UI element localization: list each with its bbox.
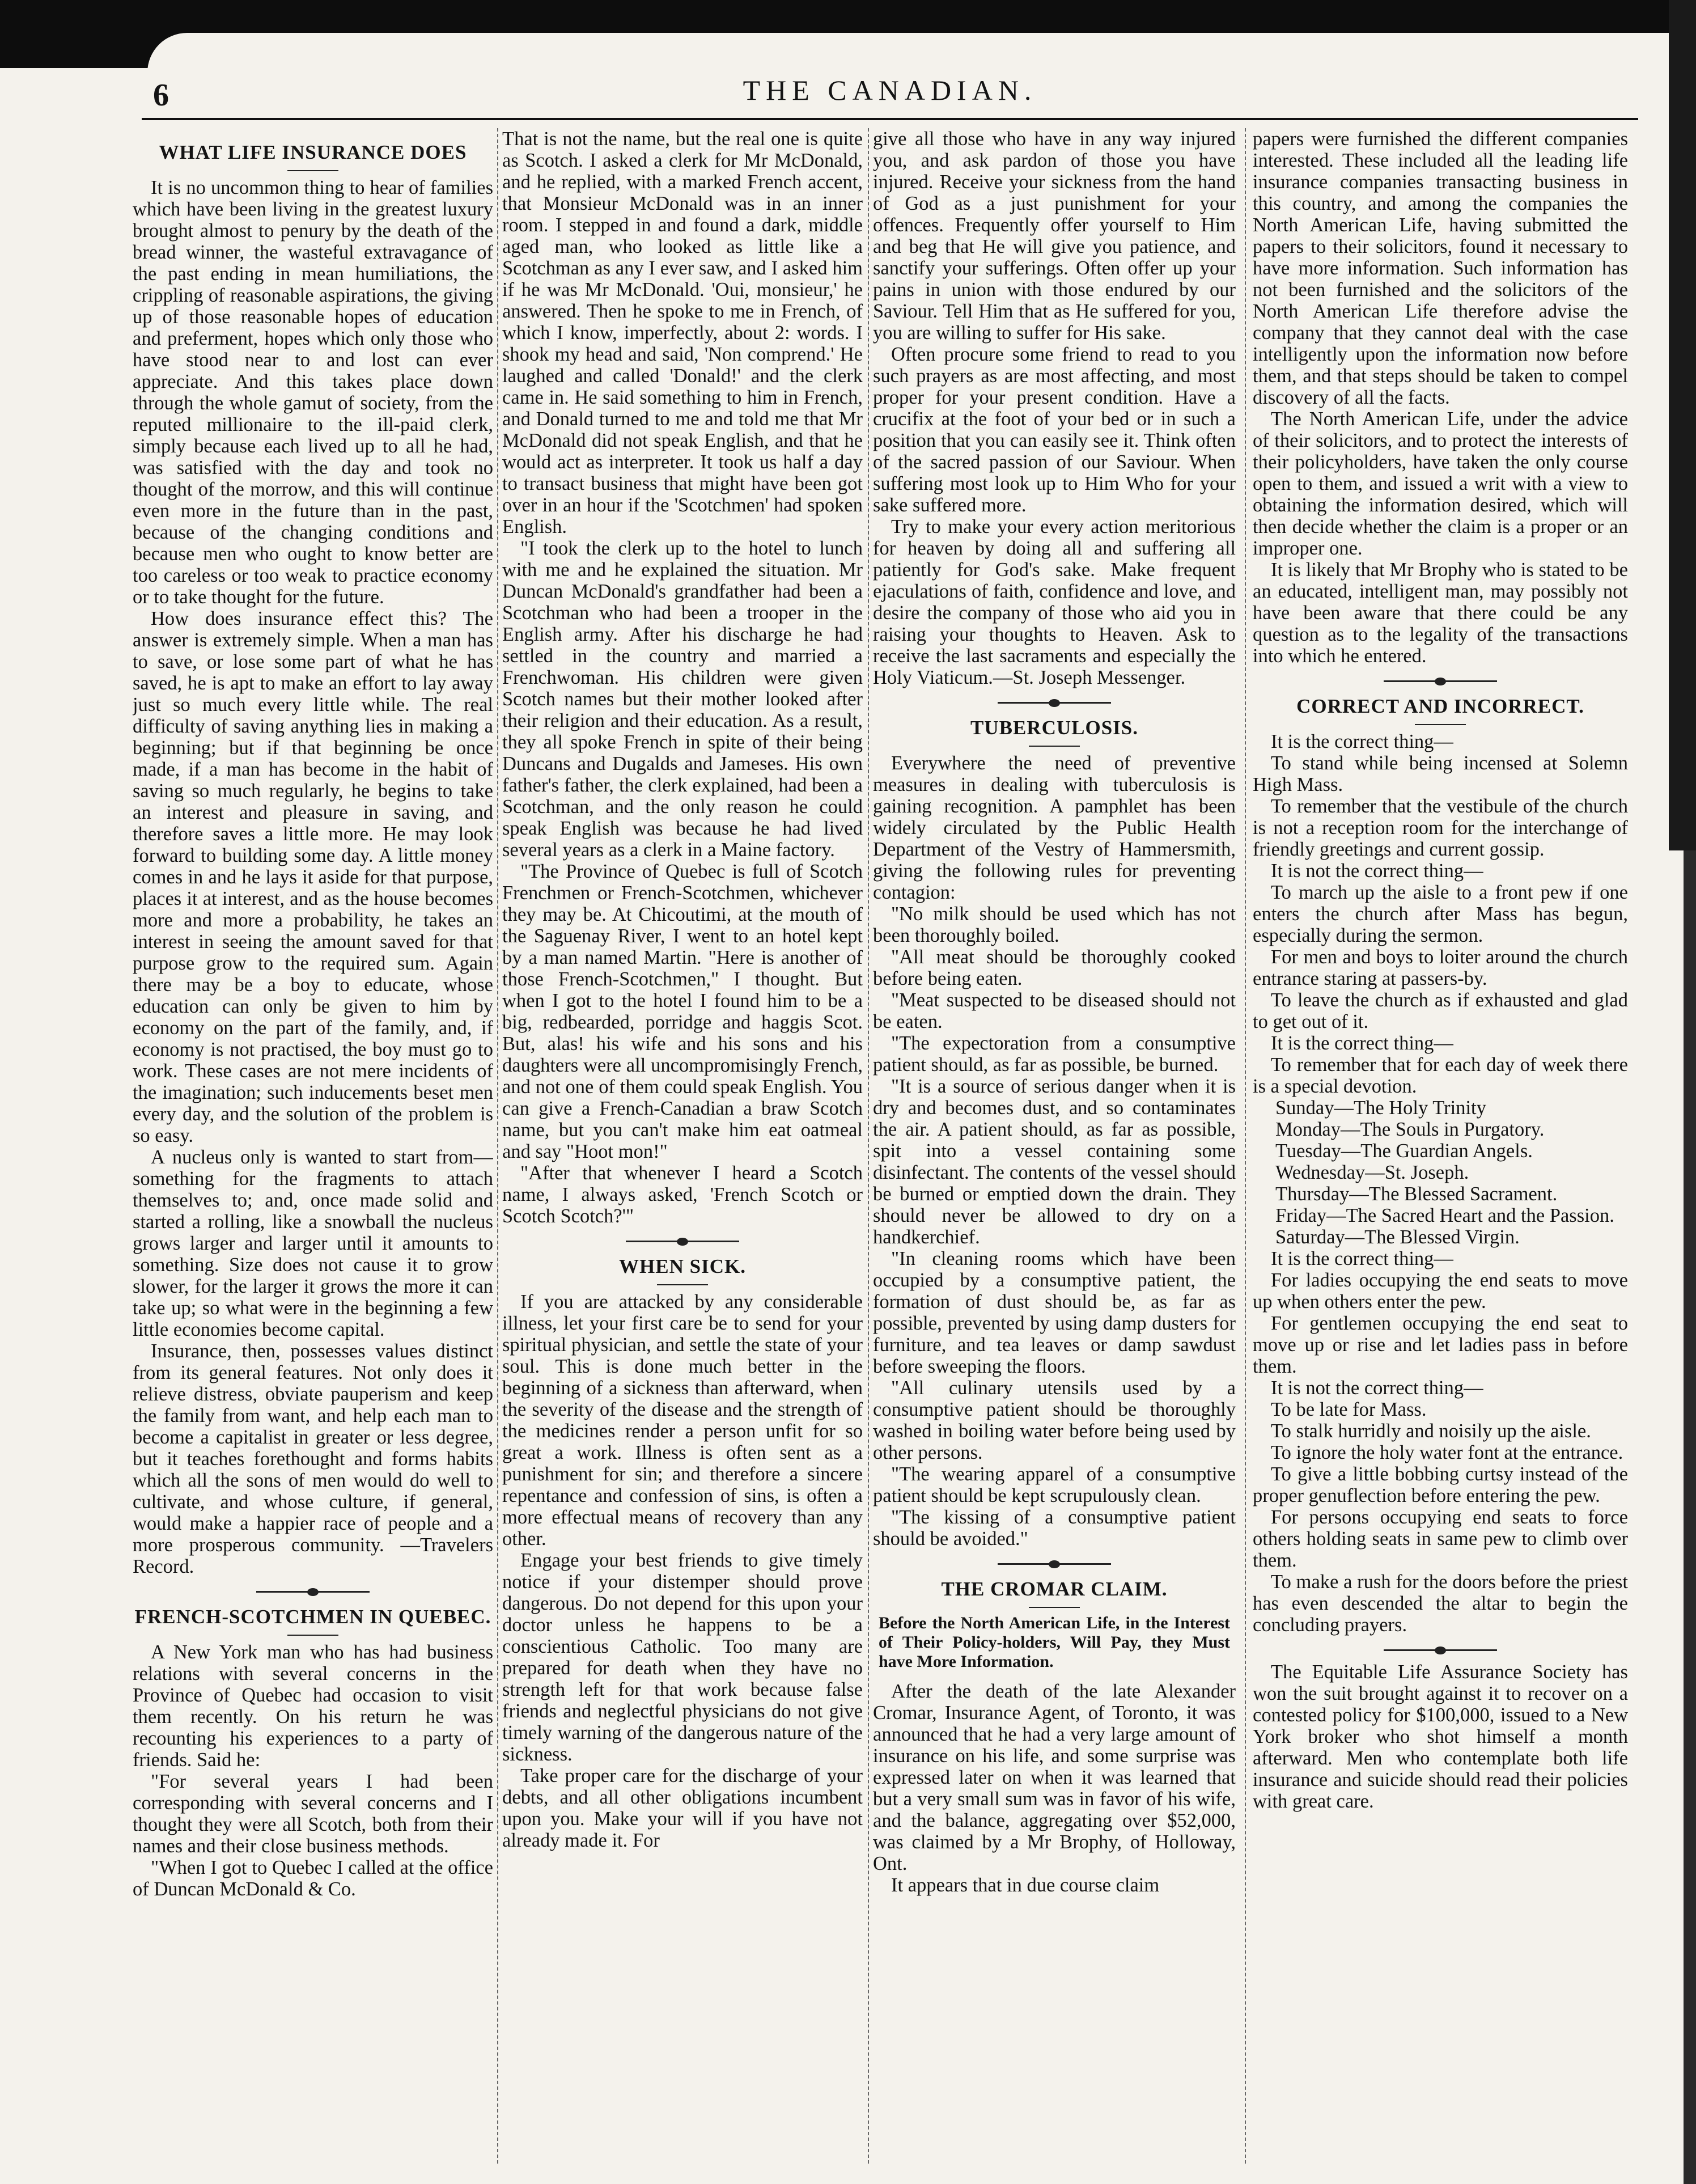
list-item: To be late for Mass. — [1271, 1399, 1427, 1420]
paragraph: "No milk should be used which has not been thoroughly boiled. — [873, 903, 1236, 946]
paragraph: "I took the clerk up to the hotel to lunch with me and he explained the situation. Mr Duncan McDonald's grandfather had been a Scotchman who had been a trooper in the English army. After his discharge he had settled in the country and married a Frenchwoman. His children were given Scotch names but their mother looked after their religion and their education. As a result, they all spoke French in spite of their being Duncans and Dugalds and Jameses. His own father's father, the clerk explained, had been a Scotchman, and the only reason he could speak English was because he had lived several years as a clerk in a Maine factory. — [502, 537, 863, 861]
column-4 — [1253, 128, 1628, 2164]
paragraph: "It is a source of serious danger when it is dry and becomes dust, and so contaminates the air. A patient should, as far as possible, spit into a vessel containing some disinfectant. The contents of the vessel should be burned or emptied down the drain. They should never be allowed to dry on a handkerchief. — [873, 1076, 1236, 1248]
paragraph: The North American Life, under the advice of their solicitors, and to protect the interests of their policyholders, have taken the only course open to them, and issued a writ with a view to obtaining the information desired, which will then decide whether the claim is a proper or an improper one. — [1253, 408, 1628, 559]
article-headline: THE CROMAR CLAIM. — [873, 1577, 1236, 1608]
section-separator — [626, 1241, 739, 1242]
list-item: To ignore the holy water font at the entrance. — [1271, 1442, 1623, 1463]
devotion-day: Wednesday—St. Joseph. — [1275, 1162, 1469, 1183]
list-item: To remember that the vestibule of the church is not a reception room for the interchange of friendly greetings and current gossip. — [1253, 795, 1628, 860]
paragraph: "All meat should be thoroughly cooked before being eaten. — [873, 946, 1236, 989]
paragraph: A New York man who has had business relations with several concerns in the Province of Quebec had occasion to visit them recently. On his return he was recounting his experiences to a party of friends. Said he: — [133, 1641, 493, 1771]
paragraph: "After that whenever I heard a Scotch name, I always asked, 'French Scotch or Scotch Scotch?'" — [502, 1162, 863, 1227]
list-item: It is the correct thing— — [1271, 731, 1453, 752]
section-separator — [1384, 1649, 1497, 1651]
paragraph: The Equitable Life Assurance Society has won the suit brought against it to recover on a contested policy for $100,000, issued to a New York broker who shot himself a month afterward. Men who contemplate both life insurance and suicide should read their policies with great care. — [1253, 1661, 1628, 1812]
paragraph: "The kissing of a consumptive patient should be avoided." — [873, 1506, 1236, 1550]
scan-right-edge-lower — [1684, 850, 1696, 2184]
section-separator — [256, 1591, 370, 1593]
list-item: For gentlemen occupying the end seat to move up or rise and let ladies pass in before them. — [1253, 1313, 1628, 1377]
paragraph: "In cleaning rooms which have been occupied by a consumptive patient, the formation of dust should be, as far as possible, prevented by using damp dusters for furniture, and tea leaves or damp sawdust before sweeping the floors. — [873, 1248, 1236, 1377]
devotion-day: Monday—The Souls in Purgatory. — [1275, 1119, 1545, 1140]
masthead-title: THE CANADIAN. — [743, 74, 1037, 106]
list-item: To stand while being incensed at Solemn High Mass. — [1253, 752, 1628, 795]
column-divider — [497, 128, 498, 2164]
list-item: It is not the correct thing— — [1271, 860, 1483, 882]
list-item: To remember that for each day of week there is a special devotion. — [1253, 1054, 1628, 1097]
paragraph: After the death of the late Alexander Cromar, Insurance Agent, of Toronto, it was announced that he had a very large amount of insurance on his life, and some surprise was expressed later on when it was learned that but a very small sum was in favor of his wife, and the balance, aggregating over $52,000, was claimed by a Mr Brophy, of Holloway, Ont. — [873, 1681, 1236, 1874]
list-item: It is the correct thing— — [1271, 1032, 1453, 1054]
paragraph: "When I got to Quebec I called at the office of Duncan McDonald & Co. — [133, 1857, 493, 1900]
list-item: To leave the church as if exhausted and glad to get out of it. — [1253, 989, 1628, 1032]
paragraph: How does insurance effect this? The answer is extremely simple. When a man has to save, or lose some part of what he has saved, he is apt to make an effort to lay away just so much every little while. The real difficulty of saving anything lies in making a beginning; but if that beginning be once made, if a man has become in the habit of saving so much regularly, he begins to take an interest and pleasure in saving, and therefore saves a little more. He may look forward to building some day. A little money comes in and he lays it aside for that purpose, places it at interest, and as the house becomes more and more a probability, he takes an interest in seeing the amount saved for that purpose grow to the required sum. Again there may be a boy to educate, whose education can only be given to him by economy on the part of the family, and, if economy is not practised, the boy must go to work. These cases are not mere incidents of the imagination; such inducements beset men every day, and the solution of the problem is so easy. — [133, 608, 493, 1146]
article-headline: FRENCH-SCOTCHMEN IN QUEBEC. — [133, 1605, 493, 1636]
paragraph: It is no uncommon thing to hear of families which have been living in the greatest luxury brought almost to penury by the death of the bread winner, the wasteful extravagance of the past ending in mean humiliations, the crippling of reasonable aspirations, the giving up of those reasonable hopes of education and preferment, hopes which only those who have stood near to and lost can ever appreciate. And this takes place down through the whole gamut of society, from the reputed millionaire to the ill-paid clerk, simply because each lived up to all he had, was satisfied with the day and took no thought of the morrow, and this will continue even more in the future than in the past, because of the changing conditions and because men who ought to know better are too careless or too weak to practice economy or to take thought for the future. — [133, 177, 493, 608]
list-item: To march up the aisle to a front pew if one enters the church after Mass has begun, especially during the sermon. — [1253, 882, 1628, 946]
paragraph: Engage your best friends to give timely notice if your distemper should prove dangerous. Do not depend for this upon your doctor unless he happens to be a conscientious Catholic. Too many are prepared for death when they have no strength left for that work because false friends and neglectful physicians do not give timely warning of the dangerous nature of the sickness. — [502, 1550, 863, 1765]
devotion-day: Saturday—The Blessed Virgin. — [1275, 1226, 1520, 1248]
column-divider — [868, 128, 869, 2164]
paragraph: Insurance, then, possesses values distinct from its general features. Not only does it relieve distress, obviate pauperism and keep the family from want, and help each man to become a capitalist in greater or less degree, but it teaches forethought and forms habits which all the sons of men would do well to cultivate, and whose culture, if general, would make a happier race of people and a more prosperous community. —Travelers Record. — [133, 1340, 493, 1577]
paragraph: "Meat suspected to be diseased should not be eaten. — [873, 989, 1236, 1032]
scan-top-band — [0, 0, 1696, 68]
list-item: To give a little bobbing curtsy instead of the proper genuflection before entering the pew. — [1253, 1463, 1628, 1506]
section-separator — [998, 702, 1111, 704]
list-item: It is the correct thing— — [1271, 1248, 1453, 1269]
article-headline: WHAT LIFE INSURANCE DOES — [133, 141, 493, 171]
article-headline: TUBERCULOSIS. — [873, 716, 1236, 747]
article-headline: WHEN SICK. — [502, 1255, 863, 1285]
page-number: 6 — [153, 78, 169, 113]
list-item: To stalk hurridly and noisily up the aisle. — [1271, 1420, 1591, 1442]
paragraph: It appears that in due course claim — [891, 1874, 1160, 1896]
paragraph: Everywhere the need of preventive measures in dealing with tuberculosis is gaining recognition. A pamphlet has been widely circulated by the Public Health Department of the Vestry of Hammersmith, giving the following rules for preventing contagion: — [873, 752, 1236, 903]
paragraph: Try to make your every action meritorious for heaven by doing all and suffering all patiently for God's sake. Make frequent ejaculations of faith, confidence and love, and desire the company of those who aid you in raising your thoughts to Heaven. Ask to receive the last sacraments and especially the Holy Viaticum.—St. Joseph Messenger. — [873, 516, 1236, 688]
section-separator — [1384, 680, 1497, 682]
paragraph: "For several years I had been corresponding with several concerns and I thought they were all Scotch, both from their names and their close business methods. — [133, 1771, 493, 1857]
list-item: For persons occupying end seats to force others holding seats in same pew to climb over them. — [1253, 1506, 1628, 1571]
page-header — [142, 74, 1638, 113]
article-deck: Before the North American Life, in the Interest of Their Policy-holders, Will Pay, they Must have More Information. — [879, 1614, 1230, 1671]
paragraph: papers were furnished the different companies interested. These included all the leading life insurance companies transacting business in this country, and among the companies the North American Life, having submitted the papers to their solicitors, found it necessary to have more information. Such information has not been furnished and the solicitors of the North American Life therefore advise the company that they cannot deal with the case intelligently upon the information now before them, and that steps should be taken to compel discovery of all the facts. — [1253, 128, 1628, 408]
column-1 — [133, 128, 493, 2164]
paragraph: "The wearing apparel of a consumptive patient should be kept scrupulously clean. — [873, 1463, 1236, 1506]
devotion-day: Sunday—The Holy Trinity — [1275, 1097, 1486, 1119]
header-rule — [142, 118, 1638, 120]
column-divider — [1245, 128, 1246, 2164]
list-item: For men and boys to loiter around the church entrance staring at passers-by. — [1253, 946, 1628, 989]
paragraph: A nucleus only is wanted to start from—something for the fragments to attach themselves to; and, once made solid and started a rolling, like a snowball the nucleus grows larger and larger until it amounts to something. Size does not cause it to grow slower, for the larger it grows the more it can take up; so what were in the beginning a few little economies become capital. — [133, 1146, 493, 1340]
paragraph: "The expectoration from a consumptive patient should, as far as possible, be burned. — [873, 1032, 1236, 1076]
section-separator — [998, 1563, 1111, 1565]
article-headline: CORRECT AND INCORRECT. — [1253, 695, 1628, 725]
paragraph: "The Province of Quebec is full of Scotch Frenchmen or French-Scotchmen, whichever they may be. At Chicoutimi, at the mouth of the Saguenay River, I went to an hotel kept by a man named Martin. "Here is another of those French-Scotchmen," I thought. But when I got to the hotel I found him to be a big, redbearded, porridge and haggis Scot. But, alas! his wife and his sons and his daughters were all uncompromisingly French, and not one of them could speak English. You can give a French-Canadian a braw Scotch name, but you can't make him eat oatmeal and say "Hoot mon!" — [502, 861, 863, 1162]
paragraph: That is not the name, but the real one is quite as Scotch. I asked a clerk for Mr McDonald, and he replied, with a marked French accent, that Monsieur McDonald was in an inner room. I stepped in and found a dark, middle aged man, who looked as little like a Scotchman as any I ever saw, and I asked him if he was Mr McDonald. 'Oui, monsieur,' he answered. Then he spoke to me in French, of which I know, imperfectly, about 2: words. I shook my head and said, 'Non comprend.' He laughed and called 'Donald!' and the clerk came in. He said something to him in French, and Donald turned to me and told me that Mr McDonald did not speak English, and that he would act as interpreter. It took us half a day to transact business that might have been got over in an hour if the 'Scotchmen' had spoken English. — [502, 128, 863, 537]
paragraph: Take proper care for the discharge of your debts, and all other obligations incumbent upon you. Make your will if you have not already made it. For — [502, 1765, 863, 1851]
paragraph: If you are attacked by any considerable illness, let your first care be to send for your spiritual physician, and settle the state of your soul. This is done much better in the beginning of a sickness than afterward, when the severity of the disease and the strength of the medicines render a person unfit for so great a work. Illness is often sent as a punishment for sin; and therefore a sincere repentance and confession of sins, is often a more effectual means of recovery than any other. — [502, 1291, 863, 1550]
list-item: For ladies occupying the end seats to move up when others enter the pew. — [1253, 1269, 1628, 1313]
column-3 — [873, 128, 1236, 2164]
column-2 — [502, 128, 863, 2164]
paragraph: It is likely that Mr Brophy who is stated to be an educated, intelligent man, may possibly not have been aware that there could be any question as to the legality of the transactions into which he entered. — [1253, 559, 1628, 667]
paragraph: "All culinary utensils used by a consumptive patient should be thoroughly washed in boiling water before being used by other persons. — [873, 1377, 1236, 1463]
devotion-day: Thursday—The Blessed Sacrament. — [1275, 1183, 1558, 1205]
scan-right-edge — [1669, 0, 1696, 850]
list-item: To make a rush for the doors before the priest has even descended the altar to begin the concluding prayers. — [1253, 1571, 1628, 1636]
paragraph: Often procure some friend to read to you such prayers as are most affecting, and most proper for your present condition. Have a crucifix at the foot of your bed or in such a position that you can easily see it. Think often of the sacred passion of our Saviour. When suffering most look up to Him Who for your sake suffered more. — [873, 344, 1236, 516]
devotion-day: Friday—The Sacred Heart and the Passion. — [1275, 1205, 1614, 1226]
list-item: It is not the correct thing— — [1271, 1377, 1483, 1399]
devotion-day: Tuesday—The Guardian Angels. — [1275, 1140, 1533, 1162]
paragraph: give all those who have in any way injured you, and ask pardon of those you have injured. Receive your sickness from the hand of God as a just punishment for your offences. Frequently offer yourself to Him and beg that He will give you patience, and sanctify your sufferings. Often offer up your pains in union with those endured by our Saviour. Tell Him that as He suffered for you, you are willing to suffer for His sake. — [873, 128, 1236, 344]
